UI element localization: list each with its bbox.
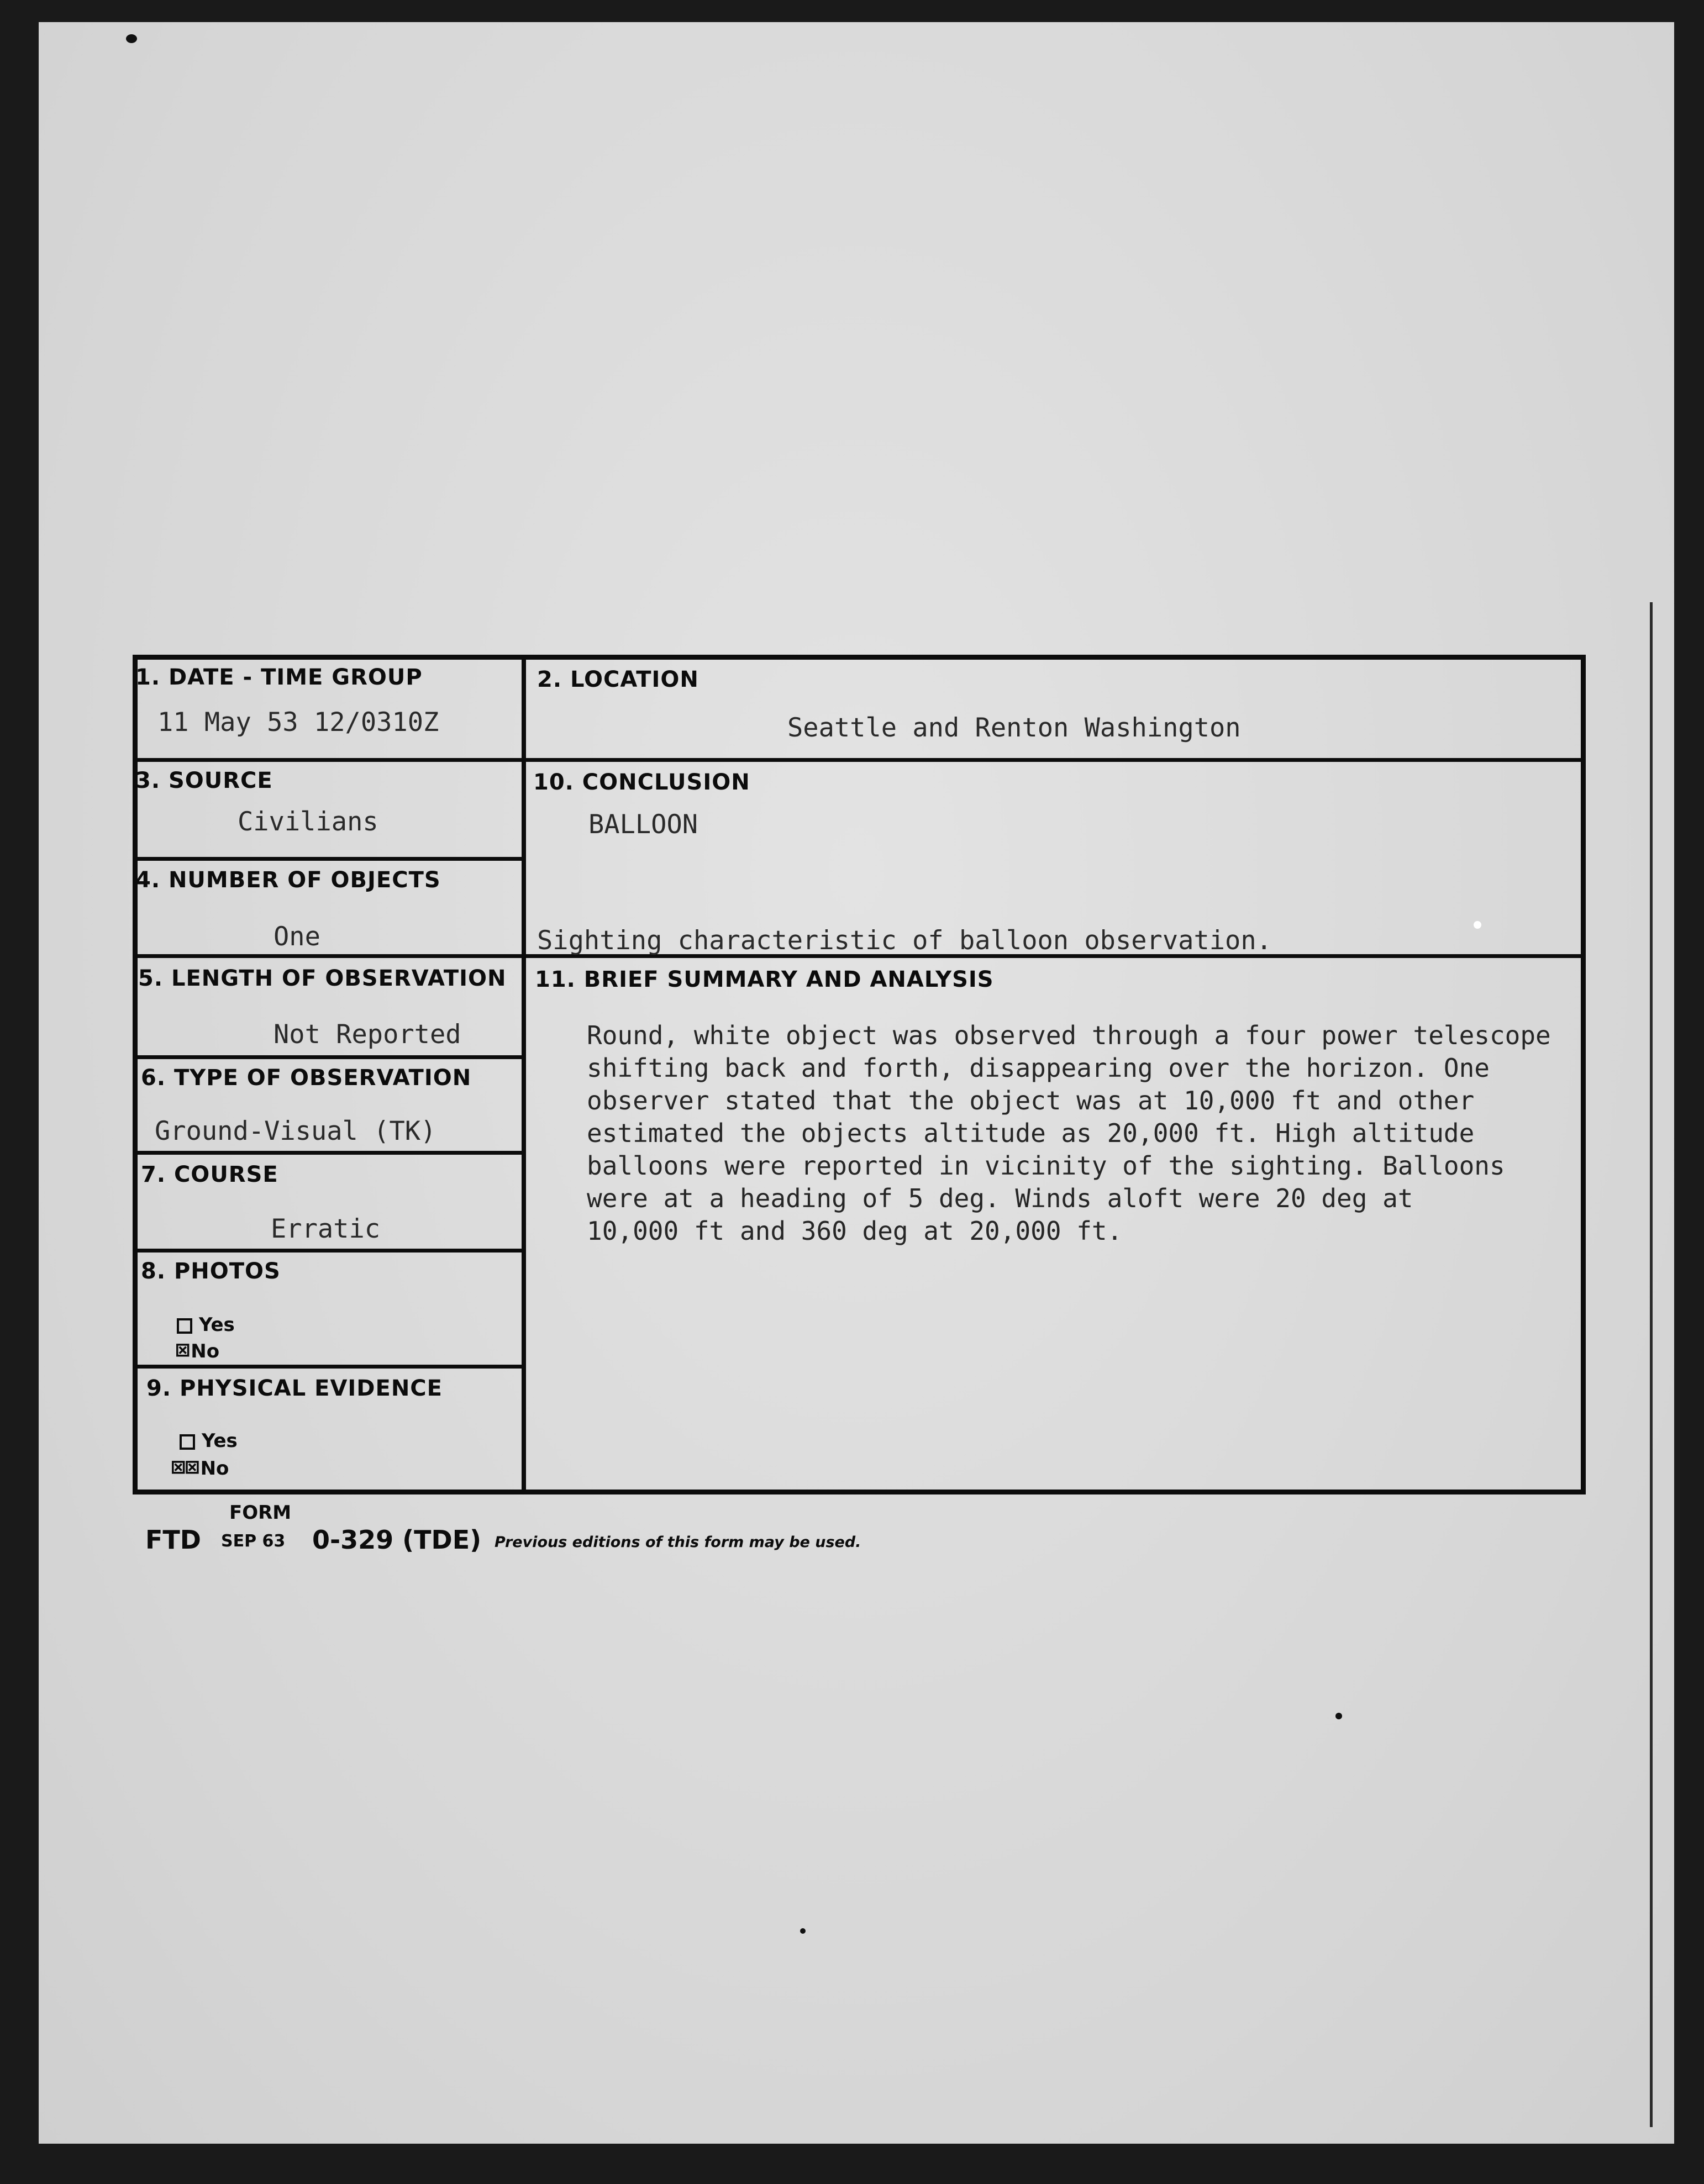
row-divider [522,758,1586,762]
row-divider [133,857,522,861]
summary-line: shifting back and forth, disappearing over the horizon. One [587,1053,1490,1083]
footer-ftd: FTD [145,1525,201,1555]
photos-no-label: No [191,1340,220,1362]
footer-note: Previous editions of this form may be used. [495,1534,861,1551]
physical-evidence-yes-option [180,1430,238,1452]
row-divider [133,1249,522,1252]
summary-text [587,1019,1642,1248]
physical-evidence-yes-label: Yes [202,1430,238,1452]
summary-line: estimated the objects altitude as 20,000 ft. High altitude [587,1118,1475,1148]
physical-evidence-no-option [171,1453,229,1480]
column-divider [522,655,526,1494]
source-label: 3. SOURCE [135,768,273,793]
row-divider [133,1365,522,1369]
conclusion-note: Sighting characteristic of balloon observation. [537,925,1272,956]
scan-speck [800,1928,806,1934]
length-of-observation-value: Not Reported [274,1019,461,1050]
photos-no-option [176,1336,219,1363]
row-divider [133,954,522,958]
course-value: Erratic [271,1214,381,1244]
summary-line: were at a heading of 5 deg. Winds aloft were 20 deg at [587,1183,1413,1213]
row-divider [133,758,522,762]
conclusion-value: BALLOON [588,809,698,840]
date-time-label: 1. DATE - TIME GROUP [135,665,423,690]
summary-line: 10,000 ft and 360 deg at 20,000 ft. [587,1216,1123,1246]
checkbox-icon [177,1318,192,1334]
summary-label: 11. BRIEF SUMMARY AND ANALYSIS [535,967,994,992]
footer-form-number: 0-329 (TDE) [312,1525,482,1555]
number-of-objects-value: One [274,922,320,952]
number-of-objects-label: 4. NUMBER OF OBJECTS [135,867,441,893]
scan-speck [126,34,137,43]
footer-form-word: FORM [229,1502,292,1524]
summary-line: observer stated that the object was at 10,000 ft and other [587,1086,1475,1115]
date-time-value: 11 May 53 12/0310Z [157,707,439,738]
location-value: Seattle and Renton Washington [787,713,1241,743]
type-of-observation-value: Ground-Visual (TK) [155,1116,436,1146]
scan-speck [1335,1713,1342,1719]
checkbox-icon [180,1434,195,1450]
course-label: 7. COURSE [141,1162,278,1187]
length-of-observation-label: 5. LENGTH OF OBSERVATION [138,966,507,991]
scan-edge-line [1650,602,1653,2127]
location-label: 2. LOCATION [537,667,699,692]
photos-label: 8. PHOTOS [141,1259,281,1284]
x-mark-icon: ⊠⊠ [171,1453,199,1480]
photos-yes-label: Yes [199,1314,235,1336]
row-divider [133,1055,522,1059]
conclusion-label: 10. CONCLUSION [533,770,750,795]
x-mark-icon: ⊠ [176,1336,190,1363]
row-divider [133,1151,522,1155]
photos-yes-option [177,1314,235,1336]
type-of-observation-label: 6. TYPE OF OBSERVATION [141,1065,472,1091]
physical-evidence-no-label: No [200,1457,229,1480]
summary-line: balloons were reported in vicinity of the sighting. Balloons [587,1151,1505,1181]
footer-date: SEP 63 [221,1532,286,1551]
physical-evidence-label: 9. PHYSICAL EVIDENCE [146,1376,443,1401]
summary-line: Round, white object was observed through a four power telescope [587,1020,1551,1050]
source-value: Civilians [238,807,378,837]
